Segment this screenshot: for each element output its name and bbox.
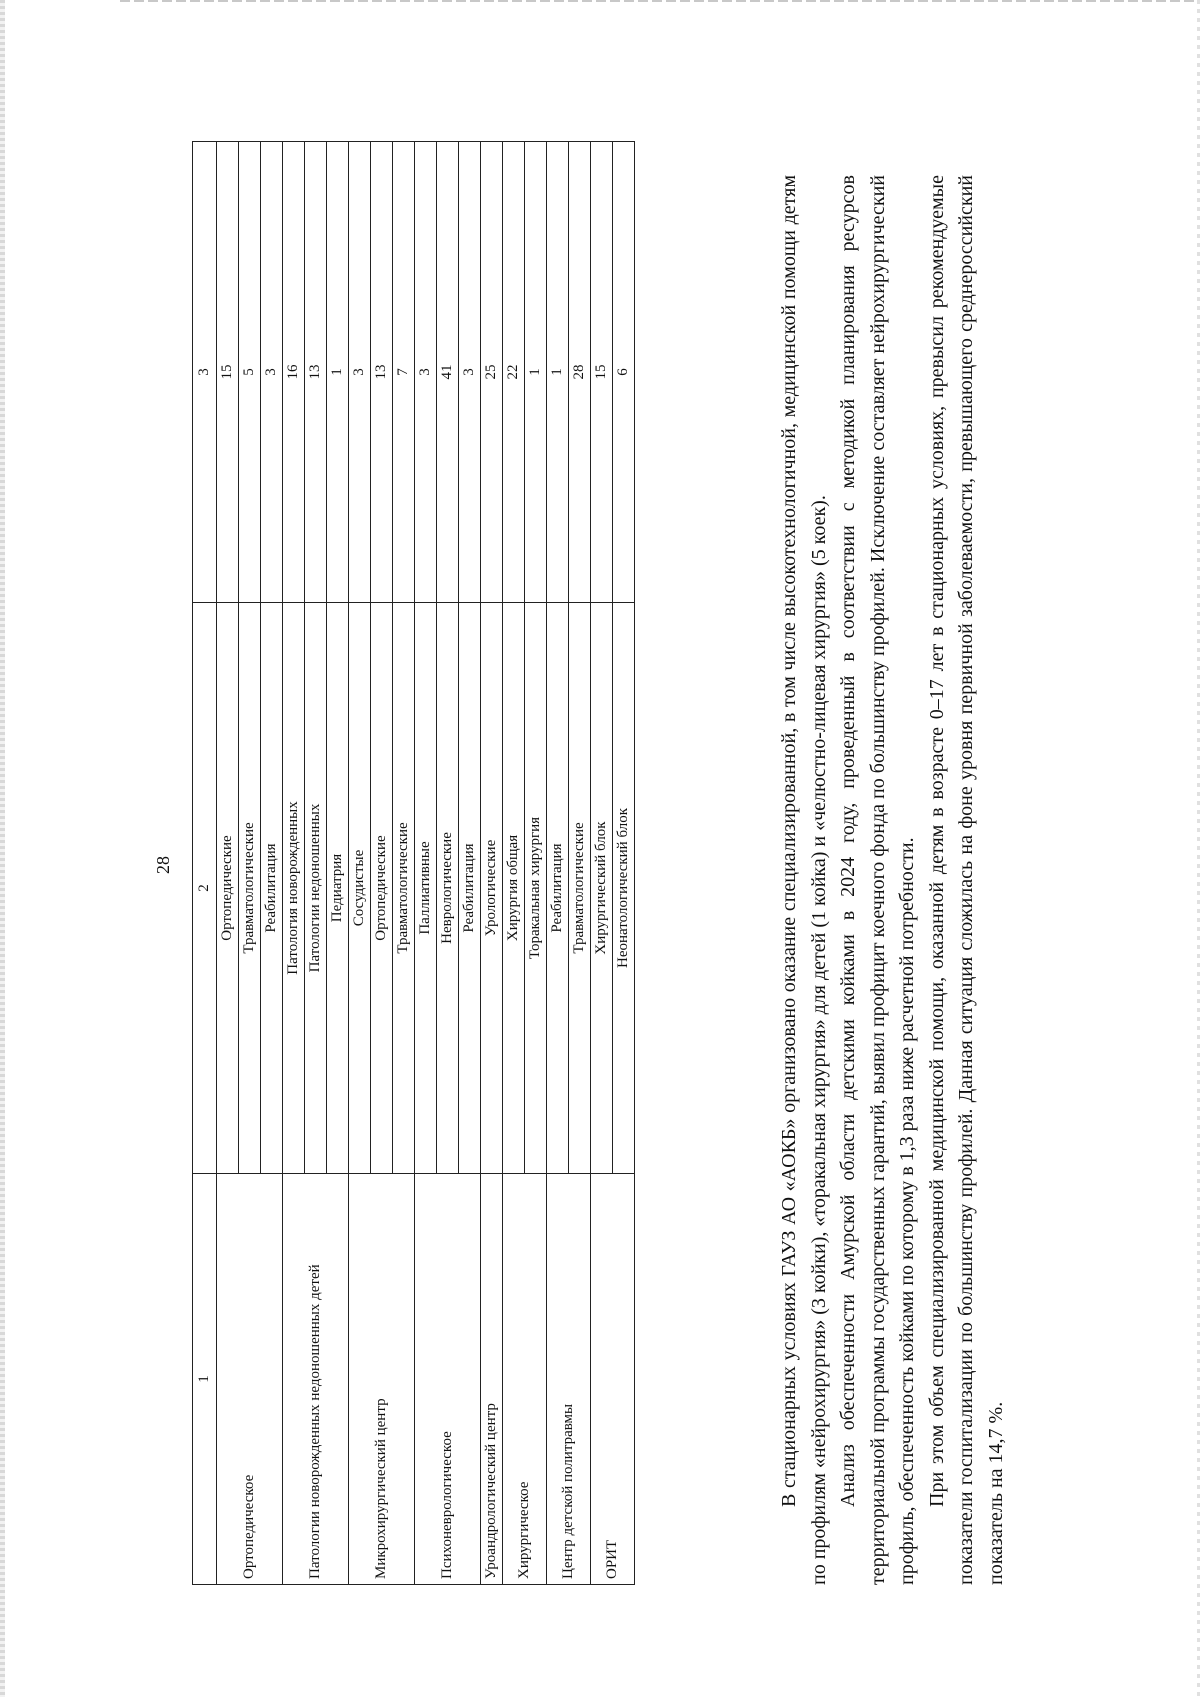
department-name: ОРИТ	[591, 1174, 635, 1585]
scan-edge-left	[0, 0, 5, 1697]
bed-count: 1	[327, 142, 349, 603]
bed-count: 1	[547, 142, 569, 603]
bed-count: 15	[591, 142, 613, 603]
table-row	[591, 142, 613, 1585]
bed-count: 41	[437, 142, 459, 603]
bed-profile: Реабилитация	[547, 603, 569, 1174]
bed-count: 13	[371, 142, 393, 603]
bed-count: 16	[283, 142, 305, 603]
bed-profile: Хирургический блок	[591, 603, 613, 1174]
department-name: Микрохирургический центр	[349, 1174, 415, 1585]
department-name: Ортопедическое	[217, 1174, 283, 1585]
table-header-row	[193, 142, 217, 1585]
bed-profile: Реабилитация	[261, 603, 283, 1174]
scan-edge-top	[120, 0, 1200, 2]
bed-count: 3	[415, 142, 437, 603]
bed-profile: Ортопедические	[217, 603, 239, 1174]
bed-count: 15	[217, 142, 239, 603]
bed-profile: Патологии недоношенных	[305, 603, 327, 1174]
bed-profile: Сосудистые	[349, 603, 371, 1174]
bed-profile: Паллиативные	[415, 603, 437, 1174]
bed-profile: Реабилитация	[459, 603, 481, 1174]
bed-count: 6	[613, 142, 635, 603]
bed-fund-table	[192, 141, 635, 1585]
bed-profile: Ортопедические	[371, 603, 393, 1174]
table-row	[283, 142, 305, 1585]
bed-count: 22	[503, 142, 525, 603]
bed-count: 3	[349, 142, 371, 603]
bed-count: 5	[239, 142, 261, 603]
bed-count: 28	[569, 142, 591, 603]
department-name: Патологии новорожденных недоношенных детей	[283, 1174, 349, 1585]
column-header: 2	[193, 603, 217, 1174]
bed-profile: Патология новорожденных	[283, 603, 305, 1174]
bed-count: 3	[459, 142, 481, 603]
document-page	[150, 130, 1050, 1600]
table-row	[503, 142, 525, 1585]
bed-profile: Травматологические	[239, 603, 261, 1174]
column-header: 1	[193, 1174, 217, 1585]
paragraph: Анализ обеспеченности Амурской области детскими койками в 2024 году, проведенный в соответствии с методикой планирования ресурсов территориальной программы государственных гарантий, выявил профицит коечного фонда по большинству профилей. Исключение составляет нейрохирургический профиль, обеспеченность койками по которому в 1,3 раза ниже расчетной потребности.	[837, 175, 918, 1585]
bed-count: 1	[525, 142, 547, 603]
department-name: Центр детской политравмы	[547, 1174, 591, 1585]
table-row	[217, 142, 239, 1585]
bed-profile: Неонатологический блок	[613, 603, 635, 1174]
department-name: Психоневрологическое	[415, 1174, 481, 1585]
paragraph: В стационарных условиях ГАУЗ АО «АОКБ» организовано оказание специализированной, в том числе высокотехнологичной, медицинской помощи детям по профилям «нейрохирургия» (3 койки), «торакальная хирургия» для детей (1 койка) и «челюстно-лицевая хирургия» (5 коек).	[778, 175, 830, 1585]
body-text	[775, 175, 1011, 1585]
paragraph: При этом объем специализированной медицинской помощи, оказанной детям в возрасте 0–17 лет в стационарных условиях, превысил рекомендуемые показатели госпитализации по большинству профилей. Данная ситуация сложилась на фоне уровня первичной заболеваемости, превышающего среднероссийский показатель на 14,7 %.	[925, 175, 1007, 1585]
bed-profile: Урологические	[481, 603, 503, 1174]
bed-profile: Торакальная хирургия	[525, 603, 547, 1174]
column-header: 3	[193, 142, 217, 603]
department-name: Хирургическое	[503, 1174, 547, 1585]
table-body	[193, 142, 635, 1585]
department-name: Уроандрологический центр	[481, 1174, 503, 1585]
page-number: 28	[153, 856, 173, 874]
bed-profile: Травматологические	[393, 603, 415, 1174]
table-row	[349, 142, 371, 1585]
table-row	[547, 142, 569, 1585]
bed-count: 13	[305, 142, 327, 603]
bed-count: 7	[393, 142, 415, 603]
bed-profile: Хирургия общая	[503, 603, 525, 1174]
bed-count: 25	[481, 142, 503, 603]
bed-profile: Педиатрия	[327, 603, 349, 1174]
bed-profile: Неврологические	[437, 603, 459, 1174]
bed-profile: Травматологические	[569, 603, 591, 1174]
table-row	[415, 142, 437, 1585]
bed-count: 3	[261, 142, 283, 603]
table-row	[481, 142, 503, 1585]
